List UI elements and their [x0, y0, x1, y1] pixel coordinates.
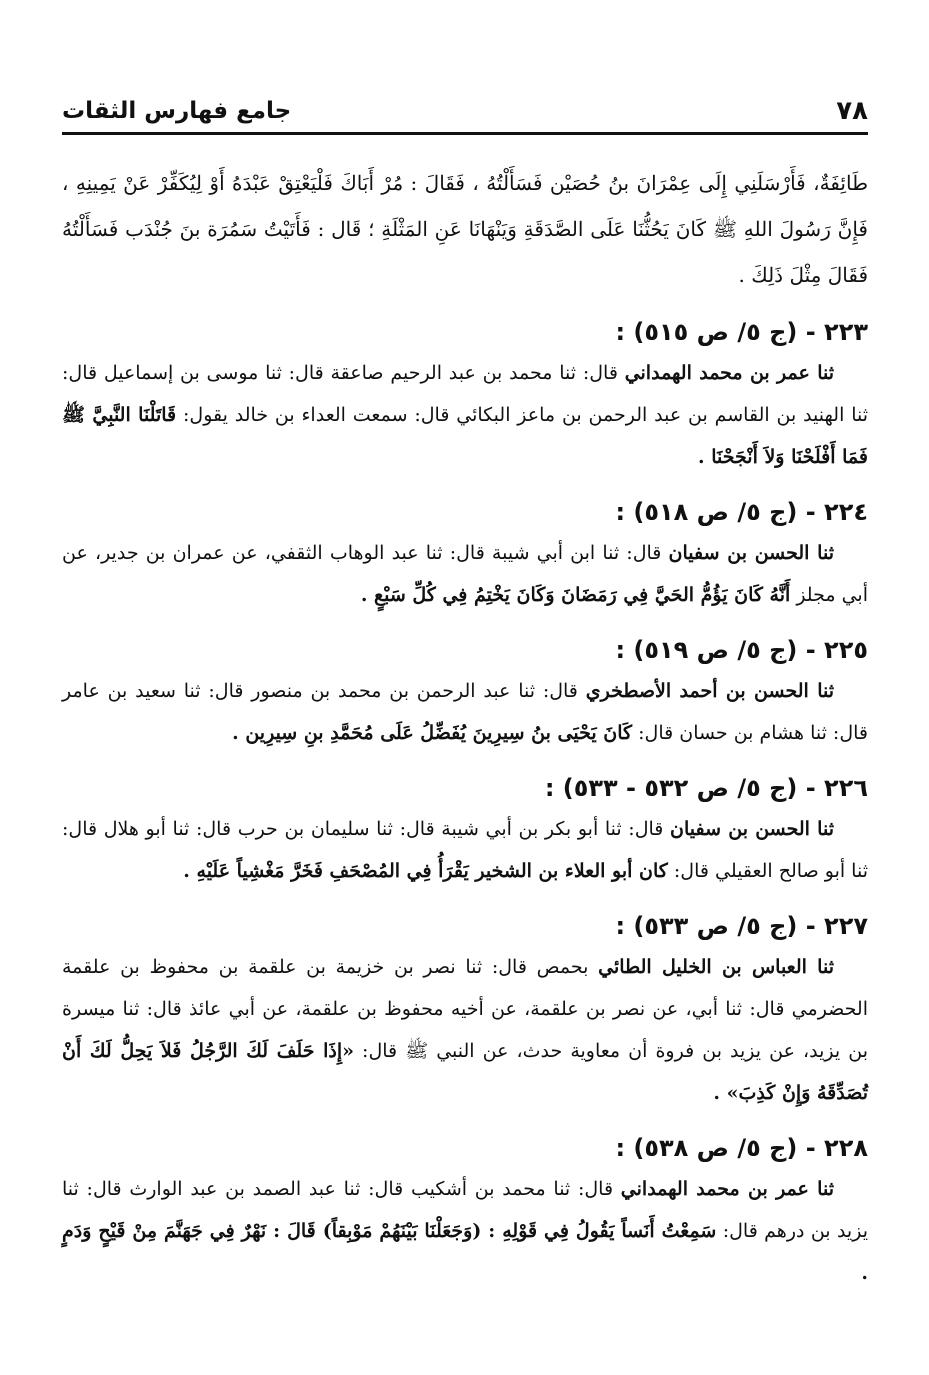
- page-number: ٧٨: [836, 96, 868, 126]
- entry-223: [62, 312, 868, 478]
- quote: كان أبو العلاء بن الشخير يَقْرَأُ فِي المُصْحَفِ فَخَرَّ مَغْشِياً عَلَيْهِ .: [183, 860, 668, 882]
- page-header: [62, 92, 868, 132]
- entry-heading: ٢٢٥ - (ج ٥/ ص ٥١٩) :: [615, 636, 868, 664]
- page-body: [62, 160, 868, 1294]
- entry-text: [62, 946, 868, 1114]
- entry-text: [62, 808, 868, 892]
- narrator: ثنا العباس بن الخليل الطائي: [598, 956, 834, 978]
- narrator: ثنا عمر بن محمد الهمداني: [624, 362, 835, 384]
- chain-text: قال: ثنا محمد بن أشكيب قال: ثنا عبد الصمد بن عبد الوارث قال: ثنا يزيد بن درهم قال:: [62, 1178, 868, 1242]
- quote: سَمِعْتُ أَنَساً يَقُولُ فِي قَوْلِهِ : (وَجَعَلْنَا بَيْنَهُمْ مَوْبِقاً) قَالَ : نَهْرٌ فِي جَهَنَّمَ مِنْ قَيْحٍ وَدَمٍ .: [62, 1220, 868, 1284]
- chain-text: قال: ثنا أبو بكر بن أبي شيبة قال: ثنا سليمان بن حرب قال: ثنا أبو هلال قال: ثنا أبو صالح العقيلي قال:: [62, 818, 868, 882]
- entry-text: [62, 532, 868, 616]
- entry-225: [62, 630, 868, 754]
- narrator: ثنا الحسن بن سفيان: [670, 818, 834, 840]
- narrator: ثنا الحسن بن أحمد الأصطخري: [585, 680, 835, 702]
- narrator: ثنا الحسن بن سفيان: [668, 542, 834, 564]
- entry-heading: ٢٢٨ - (ج ٥/ ص ٥٣٨) :: [615, 1134, 868, 1162]
- chain-text: قال: ثنا محمد بن عبد الرحيم صاعقة قال: ثنا موسى بن إسماعيل قال: ثنا الهنيد بن القاسم بن عبد الرحمن بن ماعز البكائي قال: سمعت العداء بن خالد يقول:: [62, 362, 869, 426]
- entry-heading: ٢٢٧ - (ج ٥/ ص ٥٣٣) :: [615, 912, 868, 940]
- entry-227: [62, 906, 868, 1114]
- quote: أَنَّهُ كَانَ يَؤُمُّ الحَيَّ فِي رَمَضَانَ وَكَانَ يَخْتِمُ فِي كُلِّ سَبْعٍ .: [360, 584, 791, 606]
- entry-text: [62, 1168, 868, 1294]
- narrator: ثنا عمر بن محمد الهمداني: [620, 1178, 834, 1200]
- continued-paragraph: طَائِفَةٌ، فَأَرْسَلَنِي إِلَى عِمْرَانَ بنُ حُصَيْن فَسَأَلْتُهُ ، فَقَالَ : مُرْ أَبَاكَ فَلْيَعْتِقْ عَبْدَهُ أَوْ لِيُكَفِّرْ عَنْ يَمِينِهِ ، فَإِنَّ رَسُولَ اللهِ ﷺ كَانَ يَحُثُّنَا عَلَى الصَّدَقَةِ وَيَنْهَانَا عَنِ المَثْلَةِ ؛ قَال : فَأَتَيْتُ سَمُرَة بنَ جُنْدَب فَسَأَلْتُهُ فَقَالَ مِثْلَ ذَلِكَ .: [62, 171, 868, 287]
- entry-224: [62, 492, 868, 616]
- quote: كَانَ يَحْيَى بنُ سِيرِينَ يُفَضِّلُ عَلَى مُحَمَّدِ بنِ سِيرِين .: [232, 722, 633, 744]
- chain-text: قال: ثنا عبد الرحمن بن محمد بن منصور قال: ثنا سعيد بن عامر قال: ثنا هشام بن حسان قال:: [62, 680, 868, 744]
- running-title: جامع فهارس الثقات: [62, 98, 292, 124]
- entry-heading: ٢٢٦ - (ج ٥/ ص ٥٣٢ - ٥٣٣) :: [544, 774, 868, 802]
- chain-text: بحمص قال: ثنا نصر بن خزيمة بن علقمة بن محفوظ بن علقمة الحضرمي قال: ثنا أبي، عن نصر بن علقمة، عن أخيه محفوظ بن علقمة، عن أبي عائذ قال: ثنا ميسرة بن يزيد، عن يزيد بن فروة أن معاوية حدث، عن النبي ﷺ قال:: [62, 956, 868, 1062]
- quote: قَاتَلْنَا النَّبِيَّ ﷺ فَمَا أَفْلَحْنَا وَلاَ أَنْجَحْنَا .: [62, 404, 868, 468]
- header-rule: [62, 132, 868, 135]
- entry-226: [62, 768, 868, 892]
- entry-228: [62, 1128, 868, 1294]
- quote: «إِذَا حَلَفَ لَكَ الرَّجُلُ فَلاَ يَحِلُّ لَكَ أَنْ تُصَدِّقَهُ وَإِنْ كَذِبَ» .: [62, 1040, 868, 1104]
- entry-heading: ٢٢٤ - (ج ٥/ ص ٥١٨) :: [615, 498, 868, 526]
- entry-text: [62, 670, 868, 754]
- entry-heading: ٢٢٣ - (ج ٥/ ص ٥١٥) :: [615, 318, 868, 346]
- entry-text: [62, 352, 868, 478]
- chain-text: قال: ثنا ابن أبي شيبة قال: ثنا عبد الوهاب الثقفي، عن عمران بن جدير، عن أبي مجلز: [62, 542, 868, 606]
